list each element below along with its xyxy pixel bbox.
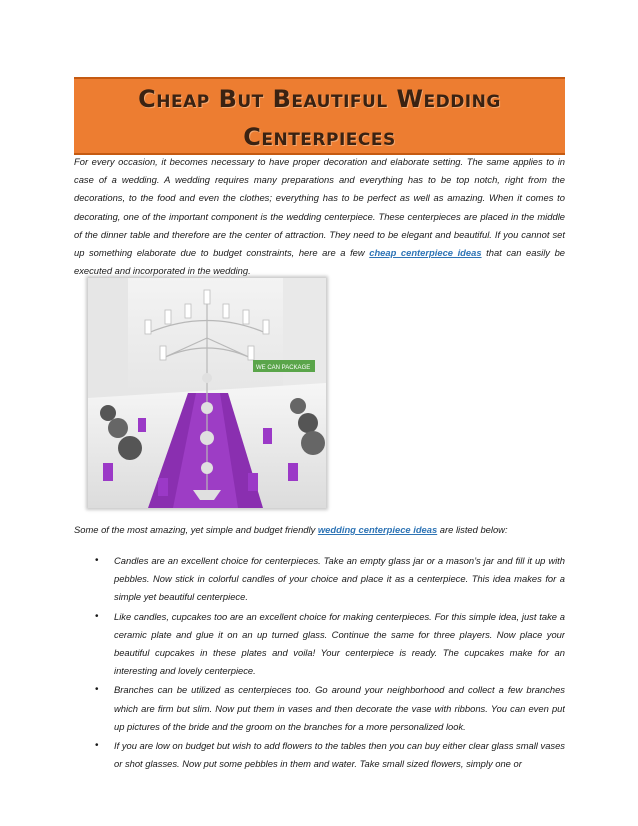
listed-text-end: are listed below: <box>437 524 508 535</box>
bullet-list-container <box>74 552 565 826</box>
list-item <box>74 681 565 736</box>
list-item <box>74 737 565 773</box>
intro-text: For every occasion, it becomes necessary to have proper decoration and elaborate setting. The same applies to in case of a wedding. A wedding requires many preparations and everything has to be top notch, right from the decorations, to the food and even the clothes; everything has to be perfect as well as amazing. When it comes to decorating, one of the important component is the wedding centerpiece. These centerpieces are placed in the middle of the dinner table and therefore are the center of attraction. They need to be elegant and beautiful. If you cannot set up something elaborate due to budget constraints, here are a few <box>74 156 565 259</box>
intro-paragraph <box>74 153 565 280</box>
ideas-list <box>74 552 565 774</box>
bullet-icon: • <box>95 684 99 696</box>
list-item-text: Branches can be utilized as centerpieces too. Go around your neighborhood and collect a few branches which are firm but slim. Now put them in vases and then decorate the vase with ribbons. You can even put up pictures of the bride and the groom on the branches for a more personalized look. <box>114 684 565 732</box>
list-item-text: Like candles, cupcakes too are an excellent choice for making centerpieces. For this simple idea, just take a ceramic plate and glue it on an up turned glass. Continue the same for three players. Now place your beautiful cupcakes in these plates and voila! Your centerpiece is ready. The cupcakes make for an interesting and lovely centerpiece. <box>114 610 565 677</box>
bullet-icon: • <box>95 555 99 566</box>
listed-text: Some of the most amazing, yet simple and budget friendly <box>74 524 318 535</box>
list-item-text: Candles are an excellent choice for centerpieces. Take an empty glass jar or a mason’s jar and fill it up with pebbles. Now stick in colorful candles of your choice and place it as a centerpiece. This idea makes for a simple yet beautiful centerpiece. <box>114 555 565 603</box>
title-banner <box>74 77 565 155</box>
intro-list-sentence <box>74 521 565 539</box>
centerpiece-image <box>88 278 326 508</box>
cheap-centerpiece-ideas-link[interactable]: cheap centerpiece ideas <box>369 247 482 259</box>
bullet-icon: • <box>95 740 99 752</box>
photo-overlay-label: WE CAN PACKAGE <box>256 365 311 371</box>
list-item-text: If you are low on budget but wish to add flowers to the tables then you can buy either clear glass small vases or shot glasses. Now put some pebbles in them and water. Take small sized flowers, simply one or <box>114 740 565 770</box>
intro-text-end: that can easily be executed and incorporated in the wedding. <box>74 247 565 277</box>
page-title-line-1: Cheap But Beautiful Wedding <box>138 85 501 113</box>
list-item <box>74 552 565 607</box>
wedding-centerpiece-ideas-link[interactable]: wedding centerpiece ideas <box>317 524 438 535</box>
list-item <box>74 608 565 681</box>
page-title-line-2: Centerpieces <box>243 123 396 151</box>
bullet-icon: • <box>95 610 99 622</box>
centerpiece-photo <box>88 278 326 508</box>
